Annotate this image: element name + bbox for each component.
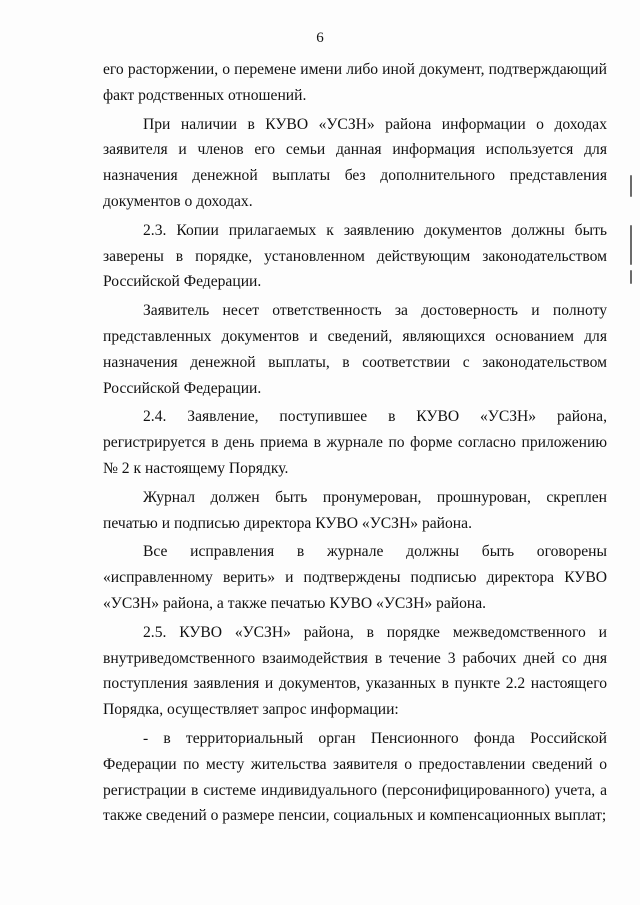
paragraph-income-info: При наличии в КУВО «УСЗН» района информации о доходах заявителя и членов его семьи данная информация используется для назначения денежной выплаты без дополнительного представления документов о доходах. xyxy=(103,115,607,210)
scan-edge-mark xyxy=(630,175,632,197)
scan-edge-mark xyxy=(630,225,632,265)
paragraph-journal: Журнал должен быть пронумерован, прошнурован, скреплен печатью и подписью директора КУВО «УСЗН» района. xyxy=(103,488,607,532)
paragraph-applicant-responsibility: Заявитель несет ответственность за достоверность и полноту представленных документов и сведений, являющихся основанием для назначения денежной выплаты, в соответствии с законодательством Российской Федерации. xyxy=(103,302,607,397)
scan-edge-mark xyxy=(630,270,632,284)
page-number: 6 xyxy=(316,30,324,46)
document-text xyxy=(103,57,607,829)
paragraph-corrections: Все исправления в журнале должны быть оговорены «исправленному верить» и подтверждены подписью директора КУВО «УСЗН» района, а также печатью КУВО «УСЗН» района. xyxy=(103,543,607,612)
paragraph-2-3-copies: 2.3. Копии прилагаемых к заявлению документов должны быть заверены в порядке, установленном действующим законодательством Российской Федерации. xyxy=(103,221,607,291)
paragraph-2-4-registration: 2.4. Заявление, поступившее в КУВО «УСЗН» района, регистрируется в день приема в журнале по форме согласно приложению № 2 к настоящему Порядку. xyxy=(103,408,607,477)
paragraph-continuation: его расторжении, о перемене имени либо иной документ, подтверждающий факт родственных отношений. xyxy=(103,61,607,104)
list-item-pension-fund: - в территориальный орган Пенсионного фонда Российской Федерации по месту жительства заявителя о предоставлении сведений о регистрации в системе индивидуального (персонифицированного) учета, а также сведений о размере пенсии, социальных и компенсационных выплат; xyxy=(103,729,607,825)
paragraph-2-5-request: 2.5. КУВО «УСЗН» района, в порядке межведомственного и внутриведомственного взаимодействия в течение 3 рабочих дней со дня поступления заявления и документов, указанных в пункте 2.2 настоящего Порядка, осуществляет запрос информации: xyxy=(103,623,607,719)
